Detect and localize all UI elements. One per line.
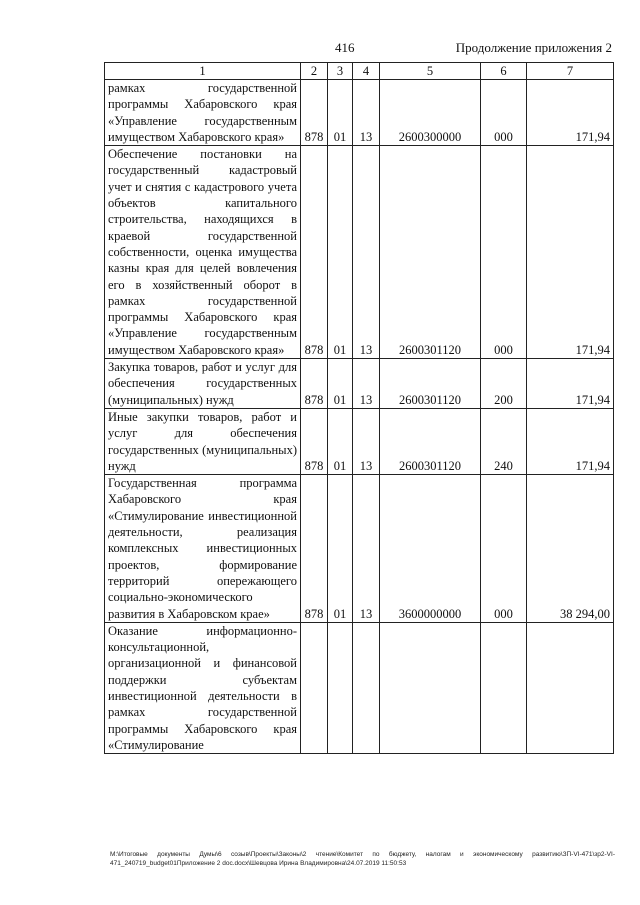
row-name: Иные закупки товаров, работ и услуг для обеспечения государственных (муниципальных) нужд bbox=[105, 408, 301, 474]
file-path-footer: М:\Итоговые документы Думы\6 созыв\Проекты\Законы\2 чтение\Комитет по бюджету, налогам и экономическому развитию\ЗП-VI-471\зр2-VI-471_240719_budget01Приложение 2 doc.docx\Шевцова Ирина Владимировна\24.07.2019 11:50:53 bbox=[110, 851, 615, 867]
row-name: Государственная программа Хабаровского края «Стимулирование инвестиционной деятельности, реализация комплексных инвестиционных проектов, формирование территорий опережающего социально-экономического развития в Хабаровском крае» bbox=[105, 475, 301, 623]
cell-target-article: 2600301120 bbox=[380, 146, 481, 359]
cell-section: 01 bbox=[328, 359, 353, 409]
cell-subsection: 13 bbox=[353, 146, 380, 359]
cell-expense-type: 240 bbox=[481, 408, 527, 474]
column-header: 4 bbox=[353, 63, 380, 80]
cell-expense-type: 200 bbox=[481, 359, 527, 409]
cell-amount: 171,94 bbox=[527, 359, 614, 409]
cell-ministry: 878 bbox=[301, 80, 328, 146]
cell-target-article: 2600301120 bbox=[380, 408, 481, 474]
cell-amount: 171,94 bbox=[527, 80, 614, 146]
cell-section bbox=[328, 622, 353, 753]
table-row bbox=[105, 80, 614, 146]
cell-ministry bbox=[301, 622, 328, 753]
cell-ministry: 878 bbox=[301, 146, 328, 359]
cell-ministry: 878 bbox=[301, 359, 328, 409]
cell-amount bbox=[527, 622, 614, 753]
cell-expense-type bbox=[481, 622, 527, 753]
cell-amount: 38 294,00 bbox=[527, 475, 614, 623]
row-name: рамках государственной программы Хабаровского края «Управление государственным имуществом Хабаровского края» bbox=[105, 80, 301, 146]
column-header: 6 bbox=[481, 63, 527, 80]
cell-target-article: 3600000000 bbox=[380, 475, 481, 623]
cell-expense-type: 000 bbox=[481, 475, 527, 623]
row-name: Закупка товаров, работ и услуг для обеспечения государственных (муниципальных) нужд bbox=[105, 359, 301, 409]
cell-subsection bbox=[353, 622, 380, 753]
cell-amount: 171,94 bbox=[527, 146, 614, 359]
cell-section: 01 bbox=[328, 146, 353, 359]
cell-subsection: 13 bbox=[353, 80, 380, 146]
cell-expense-type: 000 bbox=[481, 80, 527, 146]
column-header: 2 bbox=[301, 63, 328, 80]
page-number: 416 bbox=[335, 40, 355, 55]
cell-expense-type: 000 bbox=[481, 146, 527, 359]
row-name: Обеспечение постановки на государственный кадастровый учет и снятия с кадастрового учета объектов капитального строительства, находящихся в краевой государственной собственности, оценка имущества казны края для целей вовлечения его в хозяйственный оборот в рамках государственной программы Хабаровского края «Управление государственным имуществом Хабаровского края» bbox=[105, 146, 301, 359]
continuation-label: Продолжение приложения 2 bbox=[455, 40, 612, 55]
column-header: 5 bbox=[380, 63, 481, 80]
cell-section: 01 bbox=[328, 408, 353, 474]
cell-subsection: 13 bbox=[353, 408, 380, 474]
cell-target-article bbox=[380, 622, 481, 753]
table-row bbox=[105, 622, 614, 753]
cell-section: 01 bbox=[328, 475, 353, 623]
budget-table bbox=[104, 62, 614, 754]
row-name: Оказание информационно-консультационной, организационной и финансовой поддержки субъектам инвестиционной деятельности в рамках государственной программы Хабаровского края «Стимулирование bbox=[105, 622, 301, 753]
column-header: 1 bbox=[105, 63, 301, 80]
column-header: 3 bbox=[328, 63, 353, 80]
cell-ministry: 878 bbox=[301, 408, 328, 474]
cell-target-article: 2600300000 bbox=[380, 80, 481, 146]
table-row bbox=[105, 146, 614, 359]
cell-ministry: 878 bbox=[301, 475, 328, 623]
table-row bbox=[105, 408, 614, 474]
column-header: 7 bbox=[527, 63, 614, 80]
cell-subsection: 13 bbox=[353, 359, 380, 409]
cell-subsection: 13 bbox=[353, 475, 380, 623]
cell-target-article: 2600301120 bbox=[380, 359, 481, 409]
cell-amount: 171,94 bbox=[527, 408, 614, 474]
table-header-row bbox=[105, 63, 614, 80]
table-row bbox=[105, 359, 614, 409]
table-row bbox=[105, 475, 614, 623]
cell-section: 01 bbox=[328, 80, 353, 146]
